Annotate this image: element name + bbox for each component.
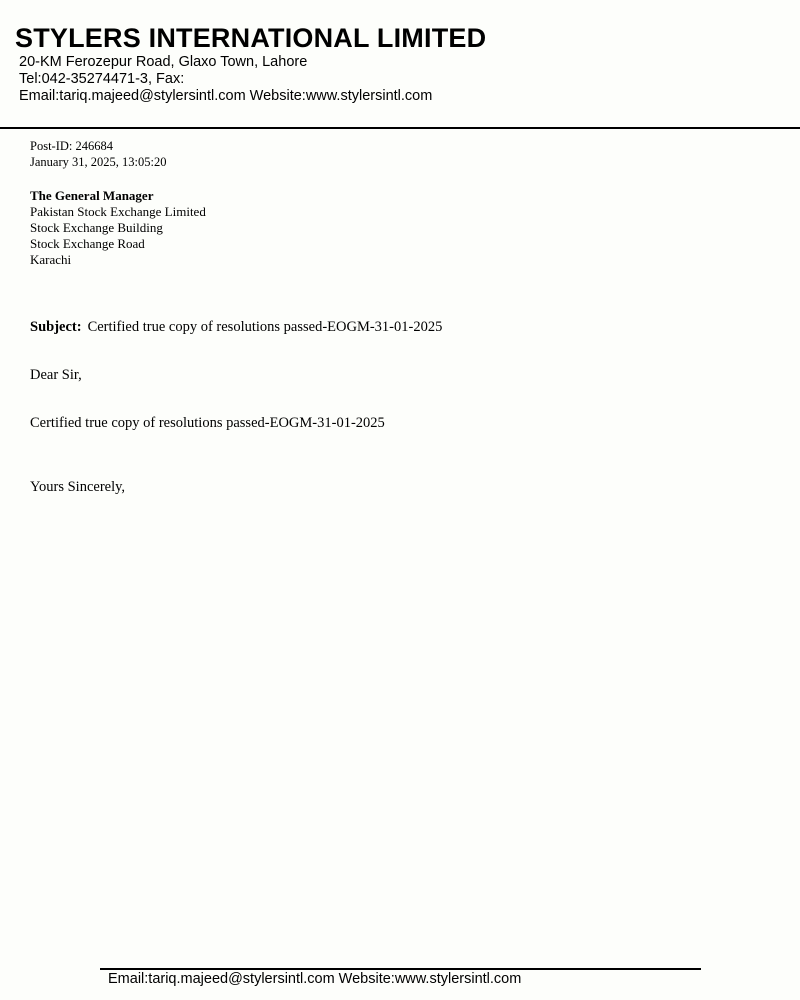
company-email-website: Email:tariq.majeed@stylersintl.com Website:www.stylersintl.com bbox=[19, 88, 433, 104]
recipient-line: Stock Exchange Building bbox=[30, 220, 163, 235]
recipient-line: Pakistan Stock Exchange Limited bbox=[30, 204, 206, 219]
letter-body: Certified true copy of resolutions passed-EOGM-31-01-2025 bbox=[30, 415, 385, 431]
company-name: STYLERS INTERNATIONAL LIMITED bbox=[15, 23, 487, 53]
post-date: January 31, 2025, 13:05:20 bbox=[30, 155, 167, 169]
recipient-line: Karachi bbox=[30, 252, 72, 267]
footer-email-website: Email:tariq.majeed@stylersintl.com Website:www.stylersintl.com bbox=[108, 971, 522, 987]
subject-text: Certified true copy of resolutions passed-EOGM-31-01-2025 bbox=[87, 319, 443, 335]
post-id: Post-ID: 246684 bbox=[30, 139, 113, 153]
subject-label: Subject: bbox=[30, 319, 82, 335]
header-divider bbox=[0, 127, 800, 129]
recipient-line: Stock Exchange Road bbox=[30, 236, 145, 251]
footer-divider bbox=[100, 968, 701, 970]
closing: Yours Sincerely, bbox=[30, 479, 126, 495]
subject-line bbox=[30, 318, 442, 336]
company-address: 20-KM Ferozepur Road, Glaxo Town, Lahore bbox=[19, 54, 308, 70]
letterhead bbox=[0, 0, 800, 128]
recipient-title: The General Manager bbox=[30, 188, 154, 203]
salutation: Dear Sir, bbox=[30, 367, 82, 383]
company-tel-fax: Tel:042-35274471-3, Fax: bbox=[19, 71, 185, 87]
